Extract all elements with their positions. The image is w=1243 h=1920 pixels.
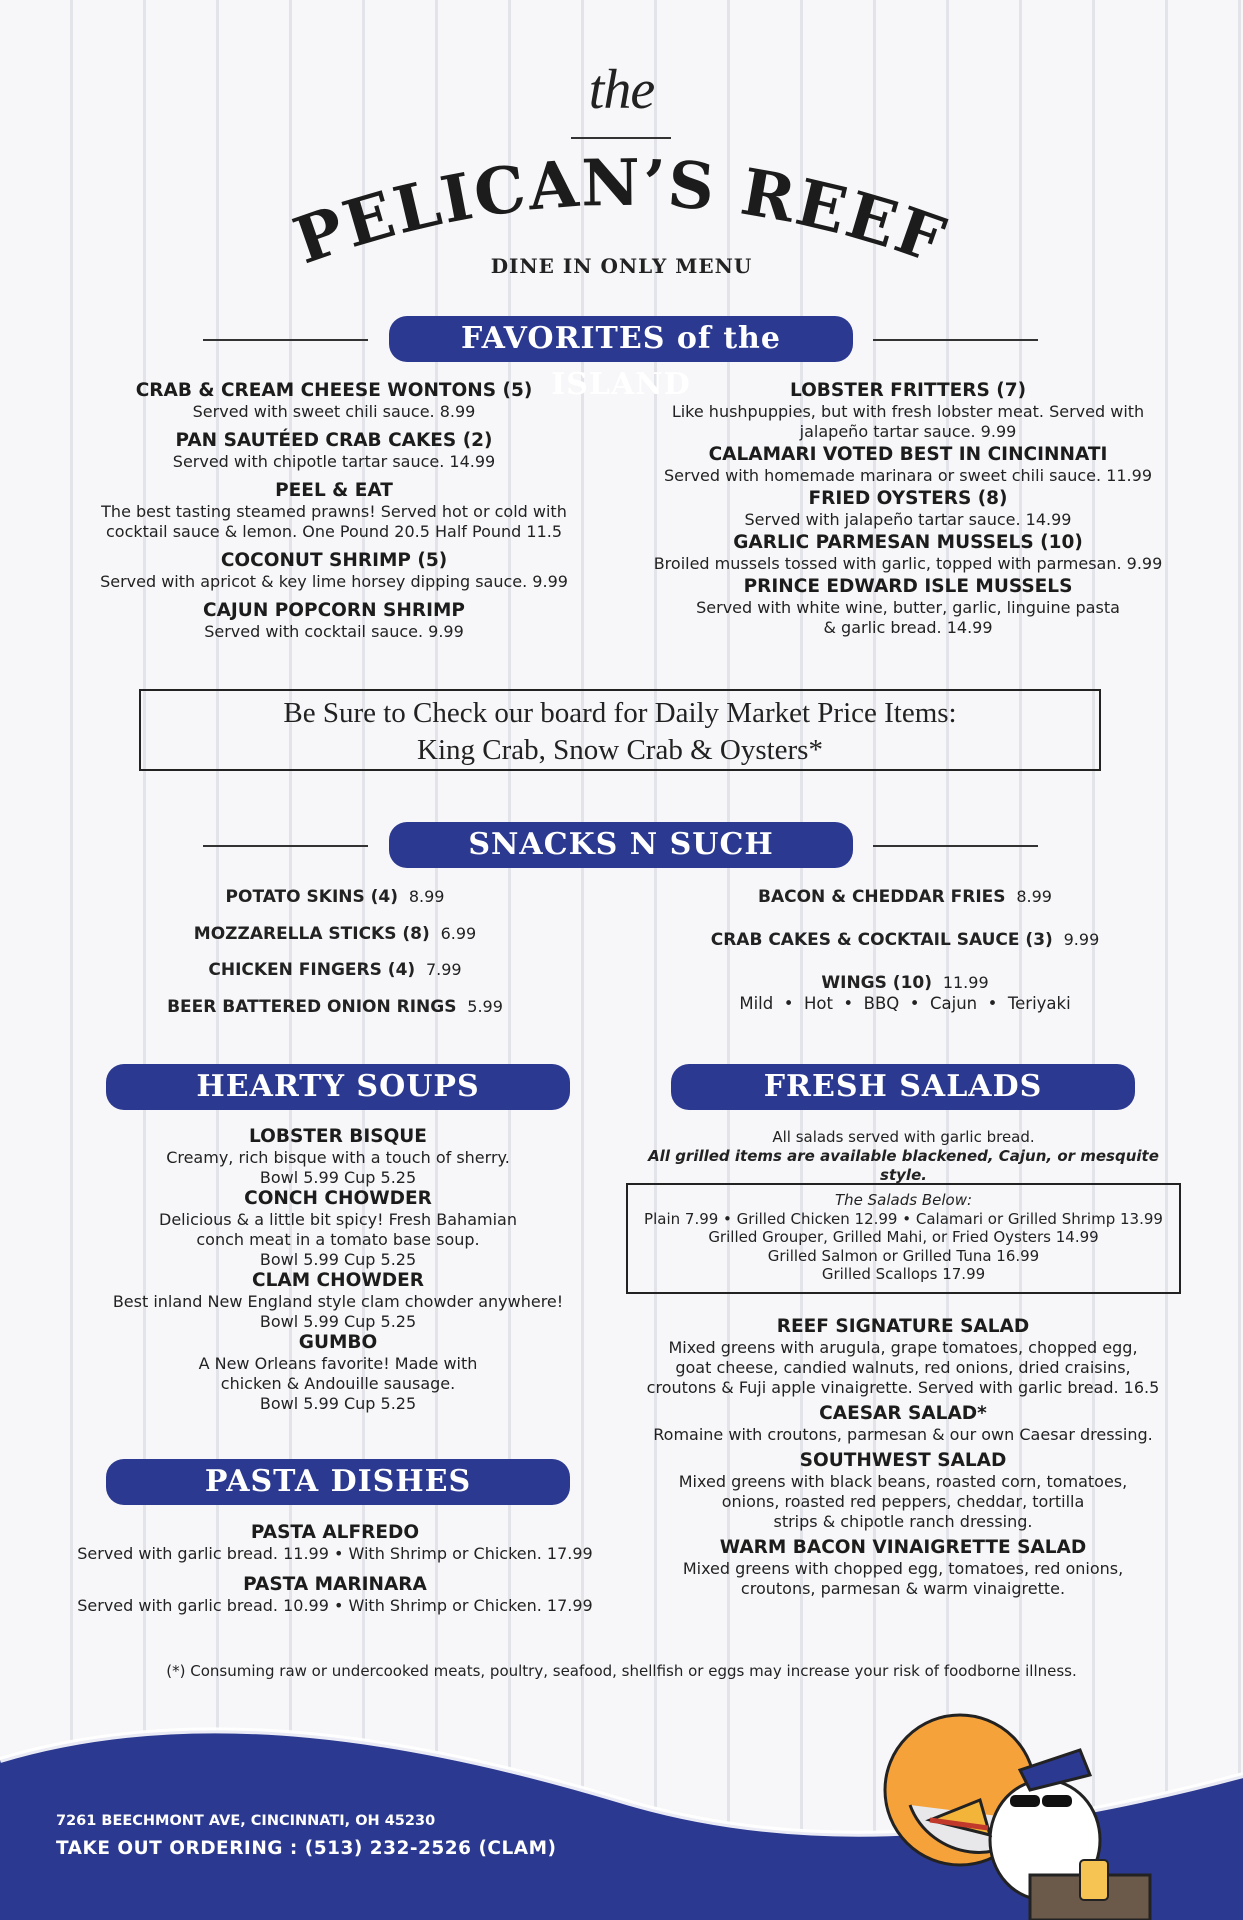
salad-addons-box bbox=[626, 1183, 1181, 1294]
item-desc: Bowl 5.99 Cup 5.25 bbox=[259, 1312, 417, 1331]
item-desc: Served with sweet chili sauce. 8.99 bbox=[192, 402, 476, 421]
item-desc: croutons, parmesan & warm vinaigrette. bbox=[740, 1579, 1066, 1598]
item-name: WINGS (10) bbox=[821, 973, 932, 993]
item-desc: Bowl 5.99 Cup 5.25 bbox=[259, 1250, 417, 1269]
section-rule-left bbox=[203, 339, 368, 341]
item-name: PAN SAUTÉED CRAB CAKES (2) bbox=[175, 430, 493, 451]
item-desc: conch meat in a tomato base soup. bbox=[196, 1230, 480, 1249]
menu-item bbox=[60, 430, 608, 472]
item-name: LOBSTER BISQUE bbox=[249, 1126, 427, 1147]
menu-item bbox=[618, 1537, 1188, 1599]
menu-item bbox=[60, 480, 608, 542]
notice-line-1: Be Sure to Check our board for Daily Market Price Items: bbox=[283, 697, 957, 729]
item-name: SOUTHWEST SALAD bbox=[799, 1450, 1007, 1471]
item-name: BEER BATTERED ONION RINGS bbox=[167, 997, 457, 1017]
flavor: BBQ bbox=[863, 994, 900, 1013]
menu-item bbox=[618, 1316, 1188, 1398]
snack-item bbox=[90, 959, 580, 981]
menu-item bbox=[60, 380, 608, 422]
item-name: PASTA MARINARA bbox=[243, 1574, 427, 1595]
item-price: 8.99 bbox=[408, 887, 445, 906]
foodborne-disclaimer: (*) Consuming raw or undercooked meats, poultry, seafood, shellfish or eggs may increase your risk of foodborne illness. bbox=[166, 1662, 1077, 1680]
item-name: MOZZARELLA STICKS (8) bbox=[193, 924, 430, 944]
flavor: Mild bbox=[739, 994, 774, 1013]
item-desc: Mixed greens with chopped egg, tomatoes, red onions, bbox=[682, 1559, 1124, 1578]
item-desc: Best inland New England style clam chowder anywhere! bbox=[112, 1292, 564, 1311]
wing-flavors: Mild • Hot • BBQ • Cajun • Teriyaki bbox=[739, 994, 1071, 1013]
menu-item bbox=[68, 1332, 608, 1414]
item-desc: Bowl 5.99 Cup 5.25 bbox=[259, 1168, 417, 1187]
salads-column bbox=[618, 1316, 1188, 1599]
snacks-left-column bbox=[90, 886, 580, 1018]
item-name: CRAB & CREAM CHEESE WONTONS (5) bbox=[135, 380, 533, 401]
menu-item bbox=[40, 1522, 630, 1564]
section-rule-right bbox=[873, 339, 1038, 341]
salads-intro-line: All salads served with garlic bread. bbox=[772, 1128, 1035, 1146]
menu-item bbox=[628, 444, 1188, 486]
item-price: 8.99 bbox=[1016, 887, 1052, 906]
item-name: CALAMARI VOTED BEST IN CINCINNATI bbox=[708, 444, 1108, 465]
flavor: Teriyaki bbox=[1007, 994, 1071, 1013]
soups-column bbox=[68, 1126, 608, 1414]
menu-item bbox=[60, 600, 608, 642]
item-name: GARLIC PARMESAN MUSSELS (10) bbox=[733, 532, 1083, 553]
item-price: 6.99 bbox=[440, 924, 477, 943]
item-desc: goat cheese, candied walnuts, red onions, dried craisins, bbox=[675, 1358, 1131, 1377]
item-desc: Served with white wine, butter, garlic, linguine pasta bbox=[696, 598, 1120, 617]
section-rule-left bbox=[203, 845, 368, 847]
menu-item bbox=[628, 380, 1188, 442]
item-desc: onions, roasted red peppers, cheddar, tortilla bbox=[721, 1492, 1085, 1511]
salad-box-title: The Salads Below: bbox=[834, 1191, 973, 1209]
snack-item bbox=[90, 996, 580, 1018]
item-name: REEF SIGNATURE SALAD bbox=[776, 1316, 1030, 1337]
item-name: CAJUN POPCORN SHRIMP bbox=[203, 600, 465, 621]
menu-item bbox=[68, 1126, 608, 1188]
menu-item bbox=[628, 532, 1188, 574]
pasta-column bbox=[40, 1522, 630, 1616]
menu-item bbox=[40, 1574, 630, 1616]
item-desc: & garlic bread. 14.99 bbox=[823, 618, 993, 637]
pelican-mascot-icon bbox=[870, 1710, 1190, 1920]
item-desc: Delicious & a little bit spicy! Fresh Bahamian bbox=[159, 1210, 517, 1229]
menu-item bbox=[618, 1403, 1188, 1445]
item-desc: jalapeño tartar sauce. 9.99 bbox=[799, 422, 1017, 441]
logo-divider bbox=[571, 137, 671, 139]
item-name: CONCH CHOWDER bbox=[244, 1188, 432, 1209]
section-rule-right bbox=[873, 845, 1038, 847]
item-desc: Creamy, rich bisque with a touch of sherry. bbox=[166, 1148, 510, 1167]
item-name: PASTA ALFREDO bbox=[250, 1522, 420, 1543]
snack-item bbox=[660, 886, 1150, 908]
menu-item bbox=[628, 488, 1188, 530]
address: 7261 BEECHMONT AVE, CINCINNATI, OH 45230 bbox=[56, 1813, 436, 1829]
flavor: Hot bbox=[803, 994, 833, 1013]
section-salads-header: FRESH SALADS bbox=[671, 1064, 1135, 1110]
item-name: POTATO SKINS (4) bbox=[225, 887, 399, 907]
salad-box-line: Grilled Scallops 17.99 bbox=[821, 1265, 986, 1283]
section-pasta-header: PASTA DISHES bbox=[106, 1459, 570, 1505]
item-name: BACON & CHEDDAR FRIES bbox=[758, 887, 1006, 907]
item-name: CAESAR SALAD* bbox=[819, 1403, 987, 1424]
snack-item bbox=[90, 886, 580, 908]
salads-intro bbox=[626, 1128, 1181, 1185]
item-desc: The best tasting steamed prawns! Served hot or cold with bbox=[101, 502, 567, 521]
item-name: PRINCE EDWARD ISLE MUSSELS bbox=[743, 576, 1073, 597]
menu-item bbox=[60, 550, 608, 592]
item-desc: cocktail sauce & lemon. One Pound 20.5 Half Pound 11.5 bbox=[105, 522, 563, 541]
item-desc: chicken & Andouille sausage. bbox=[220, 1374, 456, 1393]
item-desc: Mixed greens with black beans, roasted corn, tomatoes, bbox=[678, 1472, 1128, 1491]
item-name: FRIED OYSTERS (8) bbox=[808, 488, 1008, 509]
item-name: PEEL & EAT bbox=[275, 480, 393, 501]
item-desc: strips & chipotle ranch dressing. bbox=[773, 1512, 1033, 1531]
item-name: GUMBO bbox=[298, 1332, 378, 1353]
item-desc: Served with garlic bread. 10.99 • With Shrimp or Chicken. 17.99 bbox=[77, 1596, 593, 1615]
item-desc: Served with garlic bread. 11.99 • With Shrimp or Chicken. 17.99 bbox=[77, 1544, 593, 1563]
item-name: CHICKEN FINGERS (4) bbox=[208, 960, 416, 980]
menu-item bbox=[618, 1450, 1188, 1532]
section-soups-header: HEARTY SOUPS bbox=[106, 1064, 570, 1110]
item-price: 9.99 bbox=[1063, 930, 1100, 949]
item-name: LOBSTER FRITTERS (7) bbox=[789, 380, 1027, 401]
item-price: 7.99 bbox=[425, 960, 462, 979]
favorites-right-column bbox=[628, 380, 1188, 638]
snack-item bbox=[90, 923, 580, 945]
takeout-phone[interactable]: TAKE OUT ORDERING : (513) 232-2526 (CLAM) bbox=[56, 1838, 557, 1859]
item-name: CRAB CAKES & COCKTAIL SAUCE (3) bbox=[710, 930, 1053, 950]
salad-box-line: Plain 7.99 • Grilled Chicken 12.99 • Calamari or Grilled Shrimp 13.99 bbox=[644, 1209, 1163, 1228]
item-desc: Served with jalapeño tartar sauce. 14.99 bbox=[744, 510, 1072, 529]
item-desc: Romaine with croutons, parmesan & our own Caesar dressing. bbox=[653, 1425, 1153, 1444]
market-price-notice bbox=[139, 689, 1101, 771]
flavor: Cajun bbox=[930, 994, 978, 1013]
restaurant-title-text: PELICAN’S REEF bbox=[284, 150, 956, 280]
menu-subtitle: DINE IN ONLY MENU bbox=[490, 254, 753, 278]
item-desc: Like hushpuppies, but with fresh lobster meat. Served with bbox=[671, 402, 1145, 421]
item-desc: Served with cocktail sauce. 9.99 bbox=[204, 622, 464, 641]
item-price: 11.99 bbox=[942, 973, 989, 992]
menu-item bbox=[68, 1188, 608, 1270]
item-desc: Mixed greens with arugula, grape tomatoes, chopped egg, bbox=[668, 1338, 1138, 1357]
snack-item bbox=[660, 972, 1150, 994]
item-name: WARM BACON VINAIGRETTE SALAD bbox=[719, 1537, 1087, 1558]
notice-line-2: King Crab, Snow Crab & Oysters* bbox=[417, 734, 823, 766]
item-desc: Bowl 5.99 Cup 5.25 bbox=[259, 1394, 417, 1413]
salad-box-line: Grilled Salmon or Grilled Tuna 16.99 bbox=[767, 1246, 1040, 1265]
snacks-right-column bbox=[660, 886, 1150, 1014]
favorites-left-column bbox=[60, 380, 608, 642]
item-desc: Broiled mussels tossed with garlic, topped with parmesan. 9.99 bbox=[653, 554, 1163, 573]
logo-the: the bbox=[588, 59, 655, 121]
salad-box-line: Grilled Grouper, Grilled Mahi, or Fried Oysters 14.99 bbox=[708, 1228, 1099, 1246]
item-desc: Served with chipotle tartar sauce. 14.99 bbox=[172, 452, 496, 471]
item-name: CLAM CHOWDER bbox=[252, 1270, 424, 1291]
snack-item bbox=[660, 929, 1150, 951]
item-desc: Served with homemade marinara or sweet chili sauce. 11.99 bbox=[663, 466, 1152, 485]
section-snacks-header: SNACKS N SUCH bbox=[389, 822, 853, 868]
salads-intro-line: All grilled items are available blackened, Cajun, or mesquite style. bbox=[648, 1147, 1159, 1184]
item-desc: A New Orleans favorite! Made with bbox=[198, 1354, 478, 1373]
section-favorites-header: FAVORITES of the ISLAND bbox=[389, 316, 853, 362]
item-desc: Served with apricot & key lime horsey dipping sauce. 9.99 bbox=[100, 572, 568, 591]
item-name: COCONUT SHRIMP (5) bbox=[220, 550, 448, 571]
menu-item bbox=[68, 1270, 608, 1332]
item-desc: croutons & Fuji apple vinaigrette. Served with garlic bread. 16.5 bbox=[646, 1378, 1160, 1397]
menu-item bbox=[628, 576, 1188, 638]
item-price: 5.99 bbox=[467, 997, 503, 1016]
